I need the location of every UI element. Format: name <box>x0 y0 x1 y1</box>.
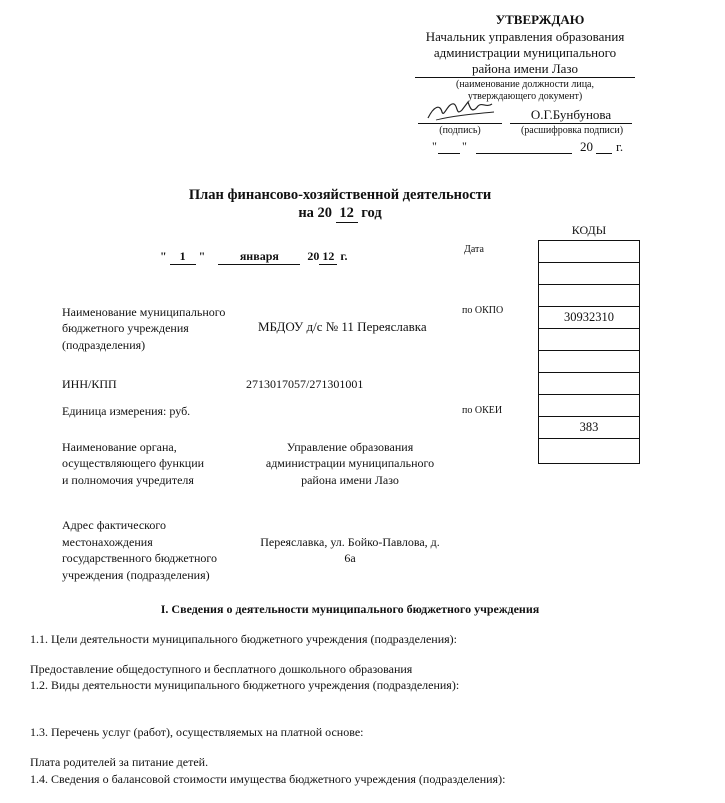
approval-position-line-2: администрации муниципального <box>433 45 617 60</box>
address-label-3: государственного бюджетного <box>62 551 218 565</box>
institution-value: МБДОУ д/с № 11 Переяславка <box>258 319 427 334</box>
approval-date-month-line <box>476 153 572 154</box>
founder-label-1: Наименование органа, <box>62 440 177 454</box>
item-1-3-value: Плата родителей за питание детей. <box>30 755 209 769</box>
approval-position-caption-2: утверждающего документ) <box>467 91 583 102</box>
date-quote-open: " <box>160 249 167 263</box>
code-cell-2 <box>539 262 639 284</box>
codes-header: КОДЫ <box>571 223 607 237</box>
approval-date-year-line <box>596 153 612 154</box>
approval-date-quote-open: " <box>432 139 437 153</box>
section1-title: I. Сведения о деятельности муниципального бюджетного учреждения <box>160 602 540 616</box>
plan-year-prefix: на 20 <box>298 205 333 221</box>
date-month: января <box>218 249 300 265</box>
plan-title: План финансово-хозяйственной деятельности <box>188 187 492 203</box>
approval-position-underline <box>415 77 635 78</box>
approval-date-day-line <box>438 153 460 154</box>
okei-label: по ОКЕИ <box>462 405 503 416</box>
founder-value-1: Управление образования <box>286 440 414 454</box>
signature-underline <box>418 123 502 124</box>
code-cell-okpo: 30932310 <box>539 306 639 328</box>
approval-title: УТВЕРЖДАЮ <box>495 12 585 27</box>
signature-caption: (подпись) <box>439 125 481 136</box>
code-cell-date <box>539 240 639 262</box>
date-year: 12 <box>319 249 337 265</box>
inn-label: ИНН/КПП <box>62 377 117 391</box>
address-value-1: Переяславка, ул. Бойко-Павлова, д. <box>260 535 440 549</box>
address-value-2: 6а <box>344 551 356 565</box>
code-cell-10 <box>539 438 639 463</box>
founder-value-3: района имени Лазо <box>301 473 399 487</box>
code-cell-6 <box>539 350 639 372</box>
address-label-4: учреждения (подразделения) <box>62 568 210 582</box>
approval-position-caption-1: (наименование должности лица, <box>455 79 594 90</box>
code-cell-7 <box>539 372 639 394</box>
approval-position-line-1: Начальник управления образования <box>425 29 625 44</box>
date-day: 1 <box>170 249 196 265</box>
plan-year-suffix: год <box>361 205 382 221</box>
date-quote-close: " <box>198 249 206 263</box>
code-cell-okei: 383 <box>539 416 639 438</box>
approval-date-quote-close: " <box>462 139 467 153</box>
address-label-2: местонахождения <box>62 535 153 549</box>
founder-label-2: осуществляющего функции <box>62 456 205 470</box>
founder-value-2: администрации муниципального <box>265 456 435 470</box>
code-cell-8 <box>539 394 639 416</box>
codes-box <box>538 240 640 464</box>
code-cell-5 <box>539 328 639 350</box>
okpo-label: по ОКПО <box>462 305 504 316</box>
signatory-underline <box>510 123 632 124</box>
item-1-2: 1.2. Виды деятельности муниципального бюджетного учреждения (подразделения): <box>30 678 460 692</box>
plan-year: 12 <box>336 205 358 223</box>
item-1-1-value: Предоставление общедоступного и бесплатного дошкольного образования <box>30 662 413 676</box>
institution-label-3: (подразделения) <box>62 338 146 352</box>
address-label-1: Адрес фактического <box>62 518 166 532</box>
plan-year-line <box>240 205 440 223</box>
approval-date-year-prefix: 20 <box>580 139 593 154</box>
date-year-prefix: 20 <box>307 249 320 263</box>
code-cell-3 <box>539 284 639 306</box>
date-year-suffix: г. <box>340 249 348 263</box>
item-1-1: 1.1. Цели деятельности муниципального бюджетного учреждения (подразделения): <box>30 632 457 646</box>
inn-value: 2713017057/271301001 <box>246 377 364 391</box>
decode-caption: (расшифровка подписи) <box>520 125 624 136</box>
signatory-name: О.Г.Бунбунова <box>530 107 612 122</box>
founder-label-3: и полномочия учредителя <box>62 473 194 487</box>
unit-label: Единица измерения: руб. <box>62 404 191 418</box>
item-1-3: 1.3. Перечень услуг (работ), осуществляемых на платной основе: <box>30 725 364 739</box>
institution-label-2: бюджетного учреждения <box>62 321 189 335</box>
date-label: Дата <box>464 244 484 255</box>
handwritten-signature <box>422 98 502 124</box>
item-1-4: 1.4. Сведения о балансовой стоимости имущества бюджетного учреждения (подразделения): <box>30 772 506 786</box>
approval-position-line-3: района имени Лазо <box>472 61 578 76</box>
approval-date-year-suffix: г. <box>616 139 624 154</box>
date-line <box>160 249 347 265</box>
institution-label-1: Наименование муниципального <box>62 305 226 319</box>
